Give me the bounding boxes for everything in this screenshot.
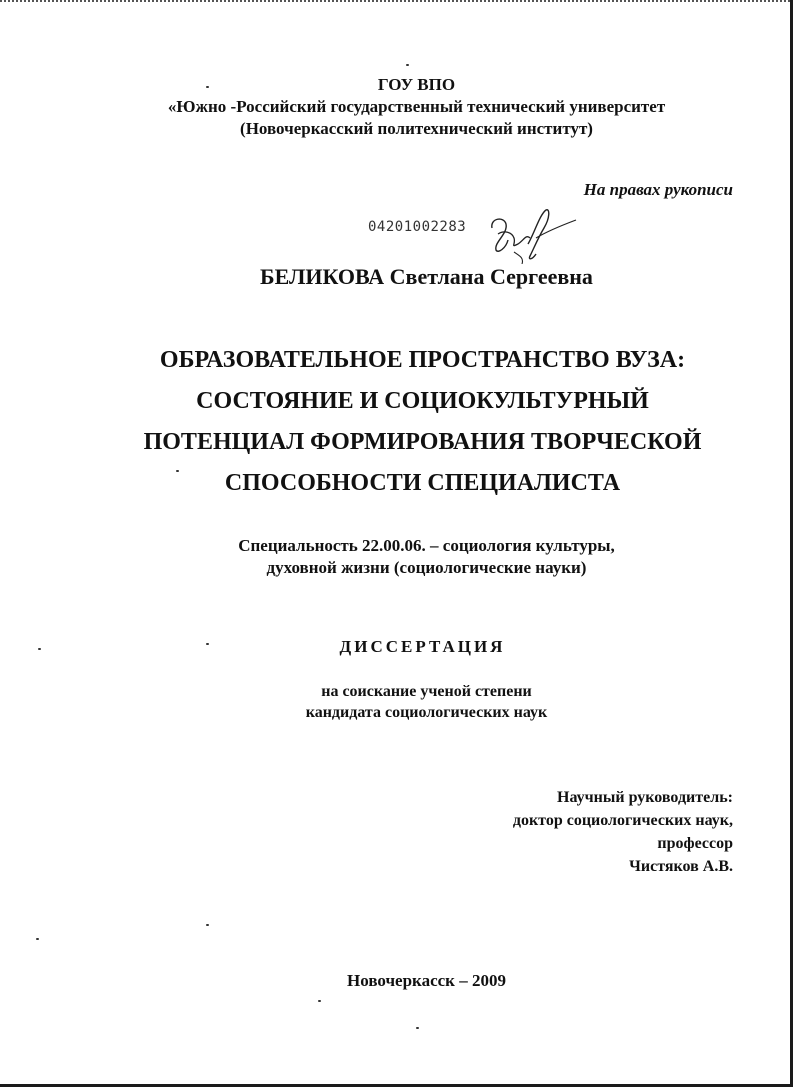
scan-speck [206,924,209,926]
scan-speck [318,1000,321,1002]
degree-line: кандидата социологических наук [305,704,548,721]
specialty [30,535,793,579]
author-name: БЕЛИКОВА Светлана Сергеевна [260,264,593,289]
university-name-line1: «Южно -Российский государственный технический университет [167,97,666,116]
advisor-rank: профессор [657,835,733,852]
signature-image [484,204,580,264]
title-line: ОБРАЗОВАТЕЛЬНОЕ ПРОСТРАНСТВО ВУЗА: [159,347,686,373]
degree-line: на соискание ученой степени [321,683,532,700]
specialty-line: духовной жизни (социологические науки) [266,558,587,577]
org-type: ГОУ ВПО [377,75,456,94]
degree-sought [30,681,793,723]
scan-speck [36,938,39,940]
university-name-line2: (Новочеркасский политехнический институт) [240,119,593,138]
scan-speck [406,64,409,66]
title-line: СПОСОБНОСТИ СПЕЦИАЛИСТА [224,470,621,496]
archive-number: 04201002283 [368,219,467,235]
scan-speck [416,1027,419,1029]
advisor-name: Чистяков А.В. [629,858,733,875]
specialty-line: Специальность 22.00.06. – социология культуры, [238,536,615,555]
advisor-label: Научный руководитель: [557,789,733,806]
city-year: Новочеркасск – 2009 [347,971,506,990]
university-header [20,74,793,140]
manuscript-rights: На правах рукописи [583,180,733,199]
document-type: ДИССЕРТАЦИЯ [339,637,506,656]
title-line: СОСТОЯНИЕ И СОЦИОКУЛЬТУРНЫЙ [196,388,649,414]
scientific-advisor [513,786,733,878]
title-line: ПОТЕНЦИАЛ ФОРМИРОВАНИЯ ТВОРЧЕСКОЙ [143,429,702,455]
advisor-degree: доктор социологических наук, [512,812,733,829]
dissertation-title [26,340,793,504]
